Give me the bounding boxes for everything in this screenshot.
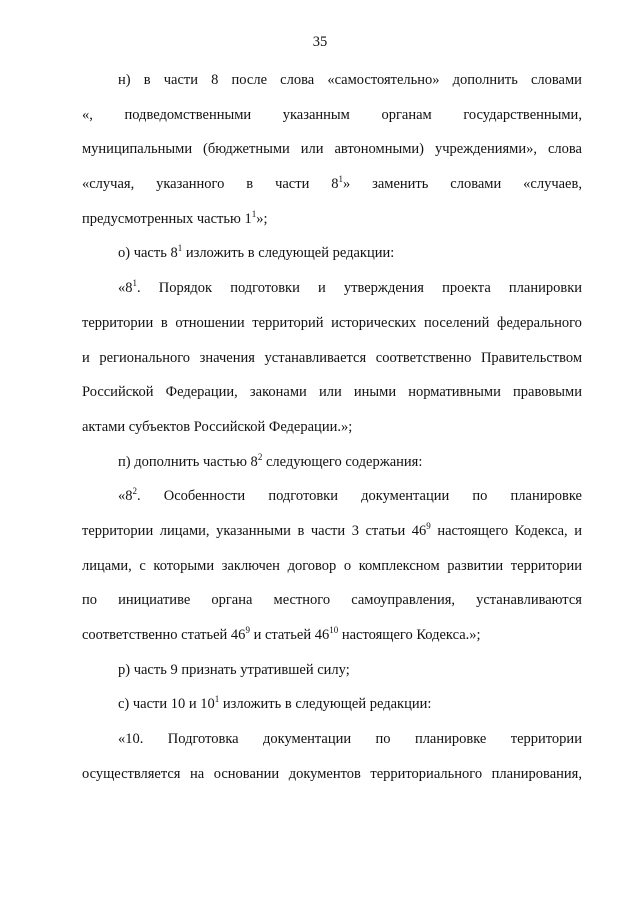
- word: слова: [547, 141, 582, 158]
- word: иными: [353, 384, 397, 401]
- word: части: [310, 522, 346, 539]
- word: на: [190, 765, 205, 782]
- text-line: [82, 313, 582, 348]
- word: комплексном: [358, 557, 440, 574]
- word: нормативными: [408, 384, 501, 401]
- word: территориального: [370, 765, 483, 782]
- word: Кодекса,: [514, 522, 568, 539]
- word: документов: [288, 765, 361, 782]
- word: после: [231, 72, 268, 88]
- text-line: с) части 10 и $10^1$ изложить в следующей редакции:: [118, 694, 432, 713]
- text-line: [82, 486, 582, 521]
- word: устанавливаются: [476, 592, 582, 609]
- text-line: [82, 764, 582, 799]
- word: заключен: [221, 557, 280, 574]
- word: государственными,: [463, 106, 582, 123]
- word: $46^9$: [411, 520, 431, 539]
- word: подготовки: [230, 280, 300, 297]
- word: местного: [273, 592, 331, 609]
- word: в: [297, 522, 305, 539]
- text-line: [82, 278, 582, 313]
- word: о: [343, 557, 352, 574]
- word: муниципальными: [82, 141, 193, 158]
- text-line: [82, 729, 582, 764]
- text-line: [82, 556, 582, 591]
- text-line: предусмотренных частью $1^1$»;: [82, 208, 268, 227]
- word: правовыми: [513, 384, 582, 401]
- text-line: о) часть $8^1$ изложить в следующей редакции:: [118, 243, 395, 262]
- word: и: [318, 280, 326, 297]
- word: части: [163, 72, 198, 88]
- word: (бюджетными: [203, 141, 290, 158]
- word: территорий: [252, 314, 324, 331]
- text-line: [82, 382, 582, 417]
- word: исторических: [331, 314, 417, 331]
- word: слова: [280, 72, 315, 88]
- word: в: [160, 314, 168, 331]
- word: территории: [82, 314, 154, 331]
- word: Подготовка: [167, 731, 239, 748]
- word: территории: [510, 731, 582, 748]
- text-line: [82, 348, 582, 383]
- word: значения: [199, 349, 255, 366]
- text-line: соответственно статьей $46^9$ и статьей $46^{10}$ настоящего Кодекса.»;: [82, 625, 481, 643]
- word: устанавливается: [264, 349, 367, 366]
- word: которыми: [153, 557, 215, 574]
- word: заменить: [372, 176, 429, 193]
- word: планировки: [508, 280, 582, 297]
- superscript: 9: [245, 625, 250, 635]
- text-line: р) часть 9 признать утратившей силу;: [118, 661, 350, 678]
- word: планировке: [414, 731, 487, 748]
- word: поселений: [423, 314, 490, 331]
- word: по: [82, 592, 98, 609]
- word: органам: [381, 106, 432, 123]
- word: органа: [211, 592, 253, 609]
- word: указанными: [216, 522, 291, 539]
- word: словами: [450, 176, 502, 193]
- superscript: 1: [177, 243, 183, 254]
- word: основании: [213, 765, 280, 782]
- text-line: п) дополнить частью $8^2$ следующего содержания:: [118, 451, 423, 470]
- word: 8: [211, 72, 219, 88]
- word: по: [472, 488, 488, 505]
- word: «случаев,: [523, 176, 582, 193]
- word: указанного: [156, 176, 225, 193]
- word: «$8^2$.: [118, 486, 141, 505]
- word: территории: [510, 557, 582, 574]
- word: в: [143, 72, 151, 88]
- page-number: 35: [312, 34, 328, 50]
- word: подведомственными: [124, 106, 252, 123]
- text-line: [82, 70, 582, 105]
- superscript: 1: [251, 208, 257, 219]
- word: документации: [361, 488, 450, 505]
- word: планировке: [510, 488, 582, 505]
- word: отношении: [175, 314, 245, 331]
- word: статьи: [365, 522, 406, 539]
- text-line: [82, 105, 582, 140]
- word: «$8^1$.: [118, 278, 141, 297]
- word: по: [375, 731, 391, 748]
- word: инициативе: [118, 592, 191, 609]
- word: Российской: [82, 384, 154, 401]
- word: «случая,: [82, 176, 135, 193]
- word: и: [574, 522, 582, 539]
- word: планирования,: [491, 765, 582, 782]
- superscript: 1: [214, 694, 220, 705]
- word: «,: [82, 106, 93, 123]
- word: территории: [82, 522, 154, 539]
- word: Особенности: [163, 488, 246, 505]
- word: договор: [287, 557, 337, 574]
- word: подготовки: [268, 488, 338, 505]
- word: учреждениями»,: [434, 141, 537, 158]
- word: 3: [351, 522, 359, 539]
- word: осуществляется: [82, 765, 181, 782]
- superscript: 10: [329, 625, 339, 635]
- word: н): [118, 72, 131, 88]
- word: в: [246, 176, 254, 193]
- text-line: [82, 139, 582, 174]
- word: законами: [249, 384, 307, 401]
- word: проекта: [442, 280, 491, 297]
- word: соответственно: [375, 349, 472, 366]
- word: «самостоятельно»: [327, 72, 440, 88]
- word: $8^1$»: [331, 174, 351, 193]
- word: Порядок: [158, 280, 213, 297]
- word: дополнить: [452, 72, 518, 88]
- text-line: актами субъектов Российской Федерации.»;: [82, 418, 353, 435]
- word: части: [275, 176, 310, 193]
- word: регионального: [99, 349, 191, 366]
- word: лицами,: [159, 522, 210, 539]
- word: лицами,: [82, 557, 132, 574]
- word: настоящего: [437, 522, 509, 539]
- word: «10.: [118, 731, 144, 748]
- text-line: [82, 590, 582, 625]
- word: автономными): [334, 141, 424, 158]
- superscript: 2: [257, 451, 263, 462]
- word: и: [82, 349, 90, 366]
- word: федерального: [496, 314, 582, 331]
- word: Федерации,: [165, 384, 238, 401]
- word: документации: [263, 731, 352, 748]
- word: или: [300, 141, 324, 158]
- document-body: [82, 70, 582, 798]
- text-line: [82, 174, 582, 209]
- word: словами: [530, 72, 582, 88]
- word: или: [318, 384, 342, 401]
- word: с: [139, 557, 146, 574]
- word: указанным: [282, 106, 350, 123]
- word: утверждения: [343, 280, 424, 297]
- word: Правительством: [480, 349, 582, 366]
- text-line: [82, 521, 582, 556]
- word: развитии: [447, 557, 504, 574]
- word: самоуправления,: [351, 592, 455, 609]
